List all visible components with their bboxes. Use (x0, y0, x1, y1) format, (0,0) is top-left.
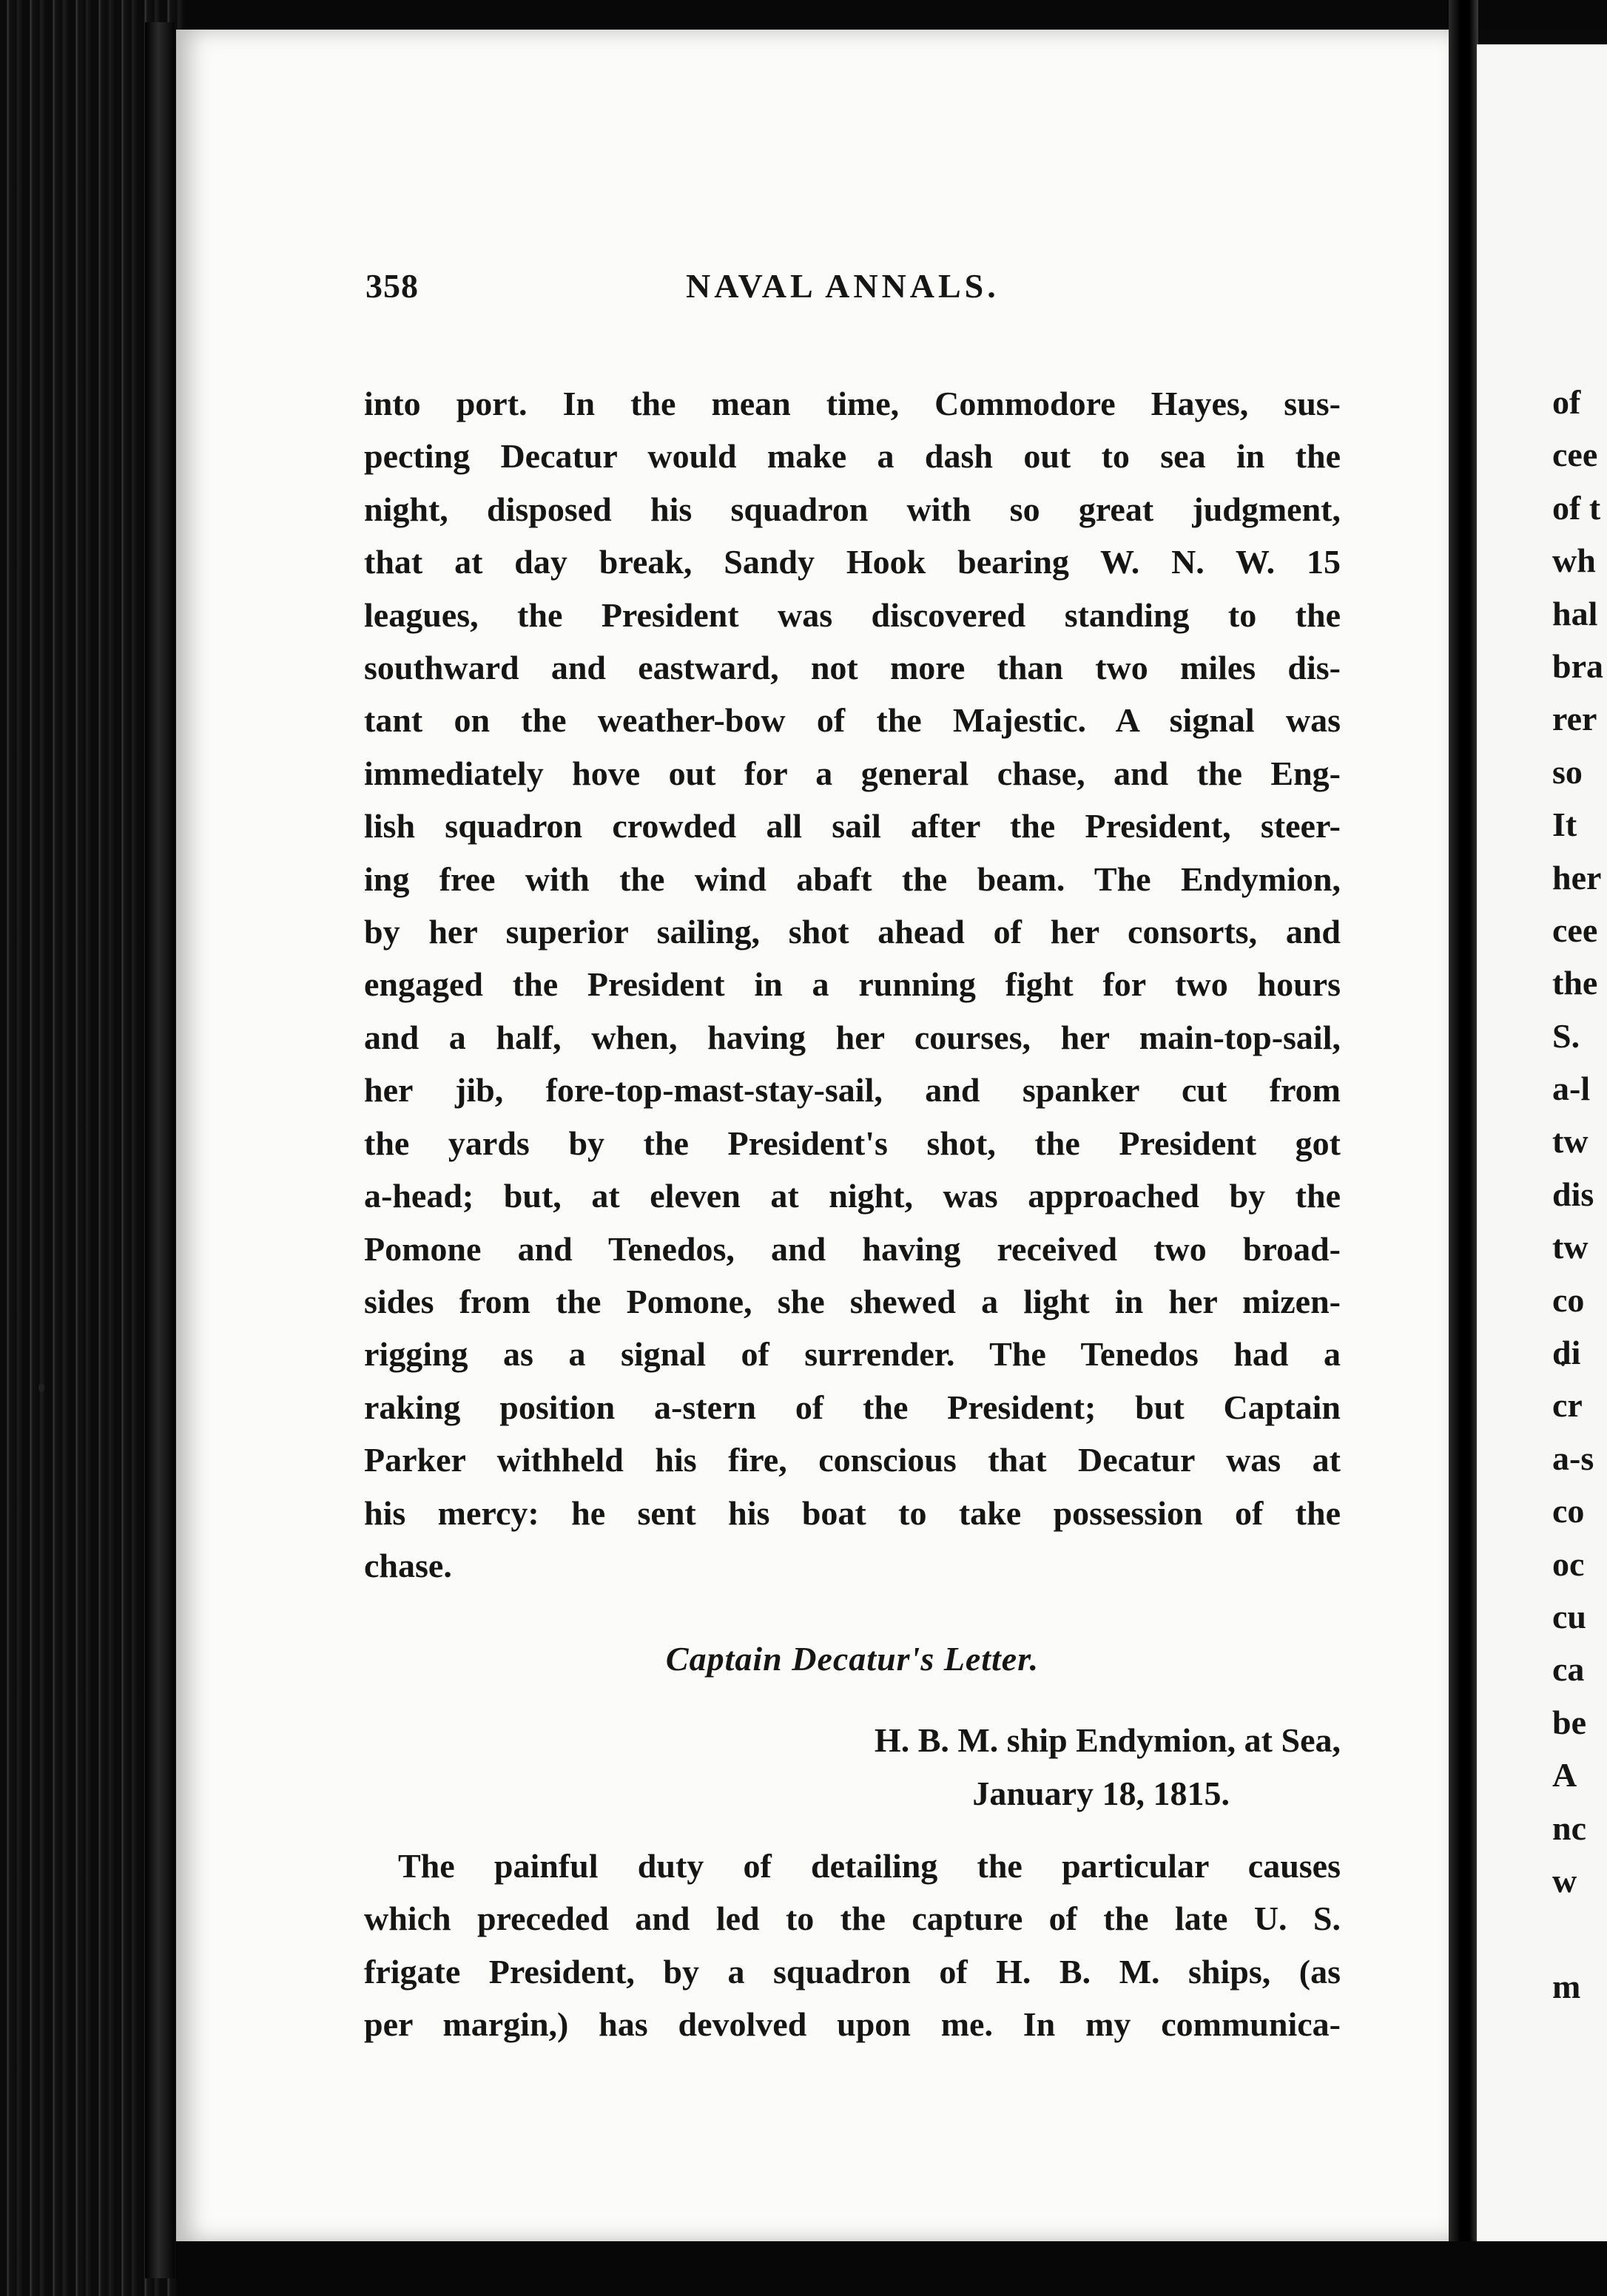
facing-page-fragment: a-l (1552, 1070, 1591, 1108)
letter-line: which preceded and led to the capture of the late U. S. (364, 1900, 1341, 1938)
body-line: sides from the Pomone, she shewed a light in her mizen- (364, 1282, 1341, 1320)
letter-line: The painful duty of detailing the particular causes (398, 1847, 1341, 1885)
facing-page-fragment: of (1552, 383, 1581, 421)
scan-bottom-border (176, 2241, 1607, 2296)
facing-page-fragment: co (1552, 1492, 1585, 1530)
facing-page-text (1552, 376, 1607, 2013)
body-line: chase. (364, 1546, 452, 1584)
center-gutter (1449, 0, 1478, 2296)
page-number: 358 (365, 267, 419, 305)
body-line: tant on the weather-bow of the Majestic. A signal was (364, 701, 1341, 740)
body-line: rigging as a signal of surrender. The Tenedos had a (364, 1335, 1341, 1374)
body-line: into port. In the mean time, Commodore Hayes, sus- (364, 385, 1341, 422)
facing-page-fragment: dis (1552, 1175, 1594, 1213)
facing-page-fragment: hal (1552, 594, 1598, 632)
facing-page-fragment: be (1552, 1703, 1586, 1741)
running-title: NAVAL ANNALS. (686, 267, 1000, 305)
running-head (365, 266, 1387, 318)
facing-page-fragment: of t (1552, 488, 1601, 527)
facing-page-fragment: tw (1552, 1122, 1589, 1161)
facing-page-fragment: ca (1552, 1650, 1585, 1689)
body-line: Pomone and Tenedos, and having received two broad- (364, 1229, 1341, 1268)
facing-page-fragment: tw (1552, 1228, 1589, 1266)
body-text (364, 377, 1341, 1592)
body-line: lish squadron crowded all sail after the President, steer- (364, 807, 1341, 845)
body-line: night, disposed his squadron with so great judgment, (364, 490, 1341, 528)
facing-page-fragment: the (1552, 964, 1598, 1002)
spine-edge-shadow (145, 22, 175, 2278)
letter-line: per margin,) has devolved upon me. In my communica- (364, 2005, 1341, 2044)
body-line: pecting Decatur would make a dash out to sea in the (364, 437, 1341, 476)
facing-page-fragment: nc (1552, 1809, 1586, 1847)
facing-page-fragment: her (1552, 858, 1602, 897)
body-line: by her superior sailing, shot ahead of her consorts, and (364, 913, 1341, 951)
facing-page-fragment: bra (1552, 646, 1603, 685)
facing-page-fragment: S. (1552, 1016, 1580, 1055)
body-line: immediately hove out for a general chase, and the Eng- (364, 754, 1341, 792)
facing-page-fragment: so (1552, 752, 1583, 791)
ink-speck (38, 1383, 44, 1392)
facing-page-fragment: cr (1552, 1386, 1583, 1425)
facing-page-fragment: rer (1552, 700, 1597, 738)
facing-page-fragment: oc (1552, 1544, 1585, 1583)
letter-dateline-date: January 18, 1815. (972, 1775, 1230, 1812)
facing-page-fragment: cu (1552, 1597, 1586, 1635)
body-line: a-head; but, at eleven at night, was approached by the (364, 1177, 1341, 1215)
facing-page-fragment: It (1552, 806, 1577, 844)
letter-body (364, 1840, 1341, 2051)
facing-page-fragment: wh (1552, 541, 1596, 580)
facing-page-fragment: cee (1552, 911, 1598, 949)
letter-dateline-place: H. B. M. ship Endymion, at Sea, (874, 1721, 1341, 1759)
body-line: the yards by the President's shot, the President got (364, 1124, 1341, 1162)
facing-page-fragment: w (1552, 1861, 1577, 1900)
body-line: that at day break, Sandy Hook bearing W. N. W. 15 (364, 543, 1341, 581)
body-line: southward and eastward, not more than two miles dis- (364, 649, 1341, 687)
facing-page-fragment: cee (1552, 436, 1598, 474)
letter-line: frigate President, by a squadron of H. B. M. ships, (as (364, 1952, 1341, 1991)
letter-heading: Captain Decatur's Letter. (665, 1640, 1040, 1678)
facing-page-fragment: m (1552, 1967, 1581, 2005)
body-line: ing free with the wind abaft the beam. The Endymion, (364, 860, 1341, 898)
body-line: raking position a-stern of the President; but Captain (364, 1388, 1341, 1426)
facing-page-fragment: di (1552, 1334, 1581, 1372)
facing-page-fragment: A (1552, 1756, 1577, 1794)
body-line: and a half, when, having her courses, her main-top-sail, (364, 1018, 1341, 1056)
facing-page-fragment: a-s (1552, 1439, 1594, 1477)
body-line: her jib, fore-top-mast-stay-sail, and spanker cut from (364, 1071, 1341, 1110)
body-line: Parker withheld his fire, conscious that Decatur was at (364, 1441, 1341, 1479)
body-line: engaged the President in a running fight for two hours (364, 965, 1341, 1004)
body-line: leagues, the President was discovered standing to the (364, 595, 1341, 634)
facing-page-fragment: co (1552, 1280, 1585, 1319)
body-line: his mercy: he sent his boat to take possession of the (364, 1493, 1341, 1532)
scan-top-border (0, 0, 1607, 30)
